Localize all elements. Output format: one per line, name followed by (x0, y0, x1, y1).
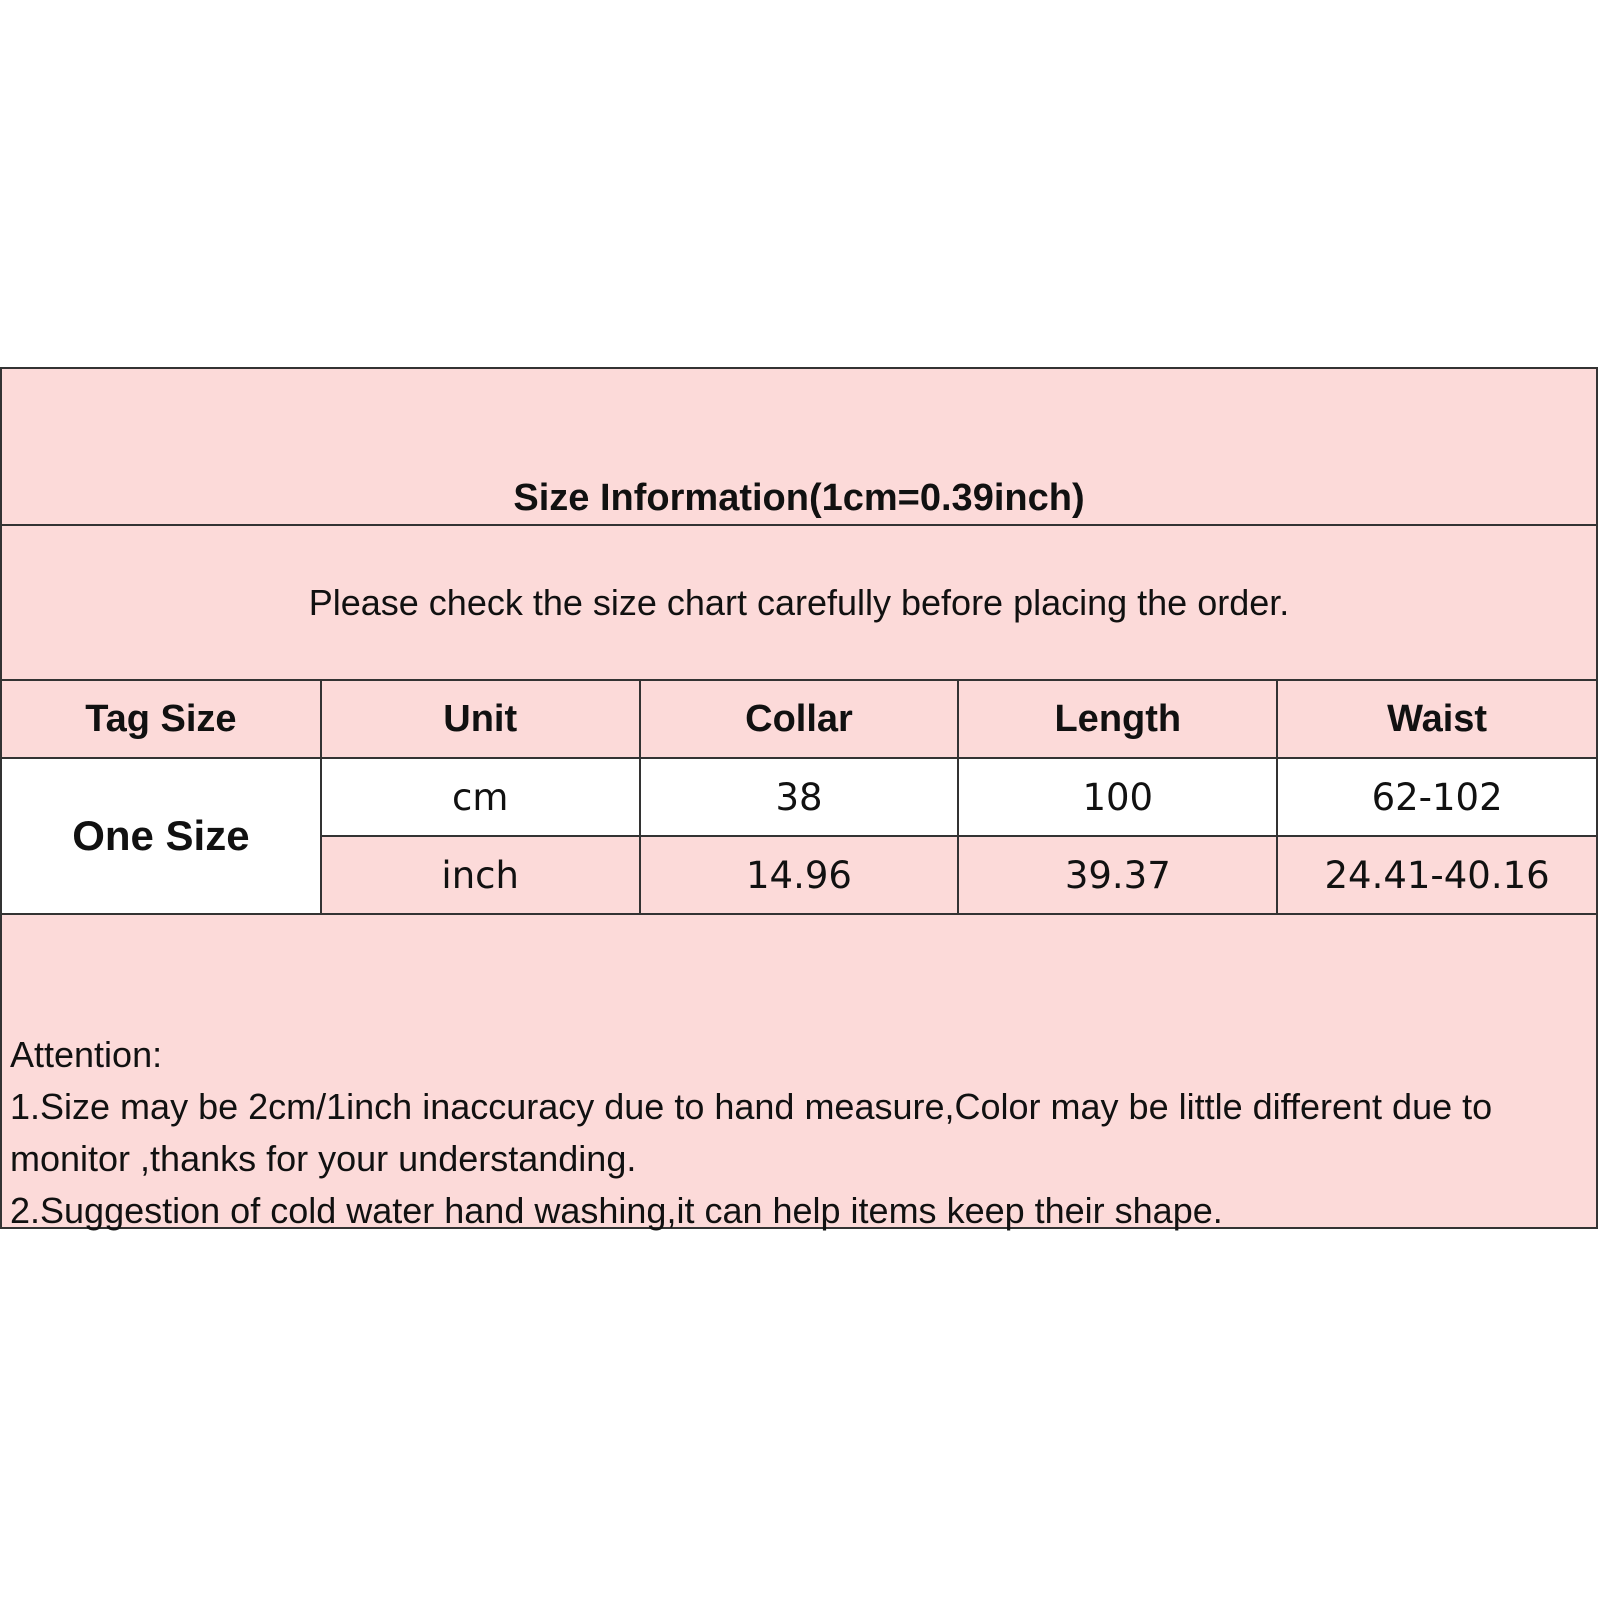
header-collar: Collar (640, 681, 959, 758)
unit-cell: inch (321, 836, 640, 914)
waist-cell: 24.41-40.16 (1277, 836, 1596, 914)
header-length: Length (958, 681, 1277, 758)
size-info-title: Size Information(1cm=0.39inch) (513, 477, 1085, 519)
attention-note-2: 2.Suggestion of cold water hand washing,it can help items keep their shape. (10, 1190, 1223, 1231)
length-cell: 100 (958, 758, 1277, 836)
header-unit: Unit (321, 681, 640, 758)
waist-cell: 62-102 (1277, 758, 1596, 836)
collar-cell: 38 (640, 758, 959, 836)
header-tag-size: Tag Size (2, 681, 321, 758)
table-row (2, 758, 1596, 836)
attention-heading: Attention: (10, 1034, 163, 1075)
unit-cell: cm (321, 758, 640, 836)
size-table (2, 681, 1596, 915)
title-row (2, 369, 1596, 526)
tag-size-cell: One Size (2, 758, 321, 914)
size-chart (0, 367, 1598, 1229)
attention-note-1: 1.Size may be 2cm/1inch inaccuracy due to hand measure,Color may be little different due to monitor ,thanks for your understanding. (10, 1086, 1493, 1179)
collar-cell: 14.96 (640, 836, 959, 914)
header-waist: Waist (1277, 681, 1596, 758)
table-header-row (2, 681, 1596, 758)
attention-notes (10, 1029, 1556, 1237)
notice-row (2, 526, 1596, 681)
notice-text: Please check the size chart carefully before placing the order. (308, 581, 1290, 623)
length-cell: 39.37 (958, 836, 1277, 914)
